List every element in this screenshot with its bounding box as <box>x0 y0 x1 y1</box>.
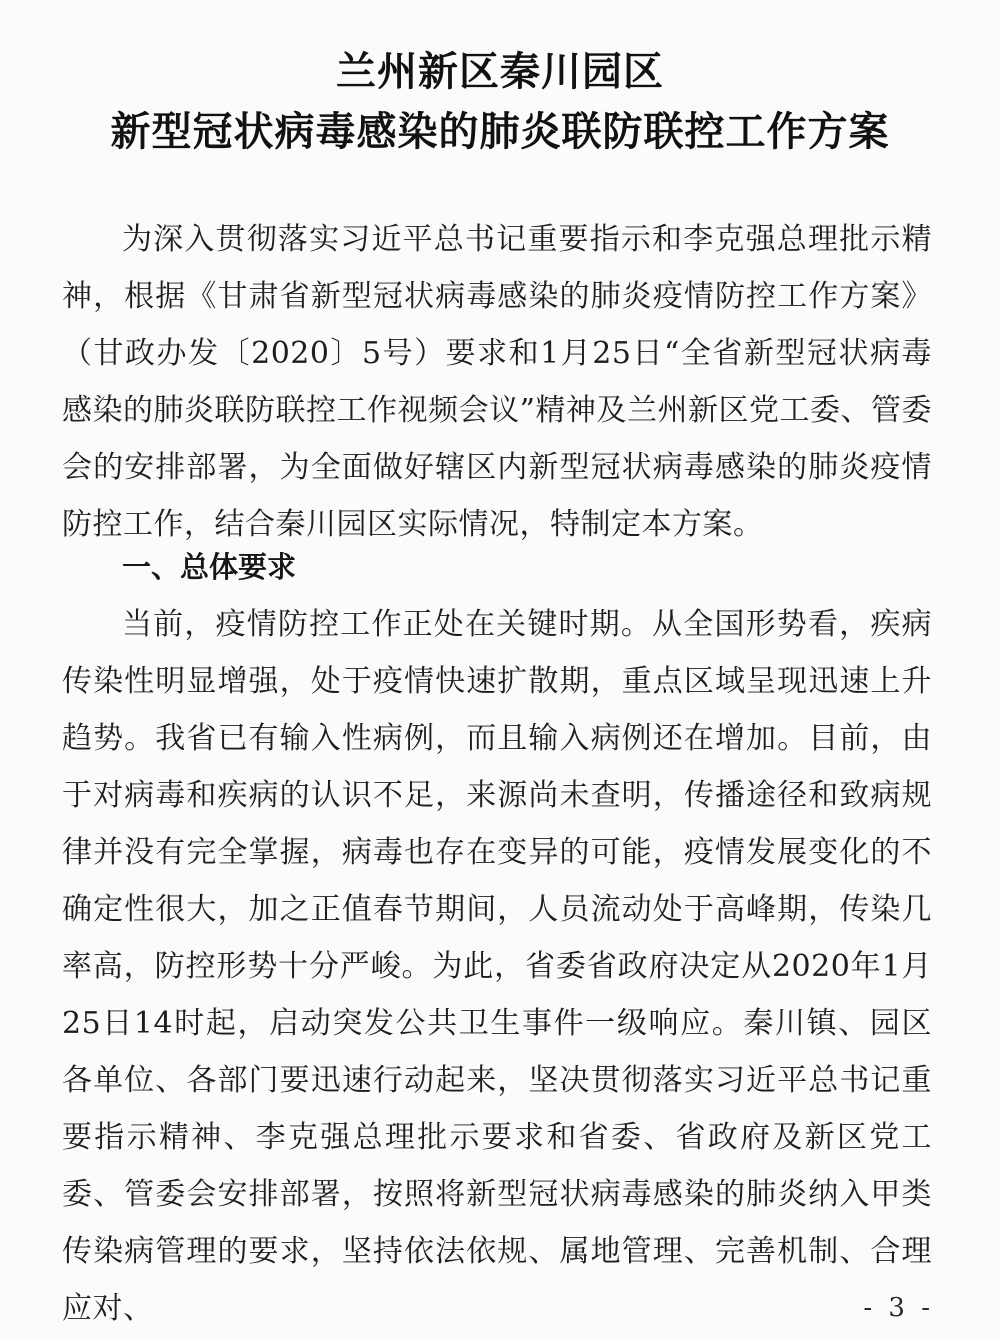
section-heading-general-requirements: 一、总体要求 <box>122 550 297 584</box>
intro-paragraph: 为深入贯彻落实习近平总书记重要指示和李克强总理批示精神，根据《甘肃省新型冠状病毒感染的肺炎疫情防控工作方案》（甘政办发〔2020〕5号）要求和1月25日“全省新型冠状病毒感染的肺炎联防联控工作视频会议”精神及兰州新区党工委、管委会的安排部署，为全面做好辖区内新型冠状病毒感染的肺炎疫情防控工作，结合秦川园区实际情况，特制定本方案。 <box>62 222 932 542</box>
document-title-line-2: 新型冠状病毒感染的肺炎联防联控工作方案 <box>110 109 890 155</box>
document-title-line-1: 兰州新区秦川园区 <box>336 49 664 95</box>
page-number: - 3 - <box>863 1293 934 1323</box>
general-requirements-paragraph: 当前，疫情防控工作正处在关键时期。从全国形势看，疾病传染性明显增强，处于疫情快速扩散期，重点区域呈现迅速上升趋势。我省已有输入性病例，而且输入病例还在增加。目前，由于对病毒和疾病的认识不足，来源尚未查明，传播途径和致病规律并没有完全掌握，病毒也存在变异的可能，疫情发展变化的不确定性很大，加之正值春节期间，人员流动处于高峰期，传染几率高，防控形势十分严峻。为此，省委省政府决定从2020年1月25日14时起，启动突发公共卫生事件一级响应。秦川镇、园区各单位、各部门要迅速行动起来，坚决贯彻落实习近平总书记重要指示精神、李克强总理批示要求和省委、省政府及新区党工委、管委会安排部署，按照将新型冠状病毒感染的肺炎纳入甲类传染病管理的要求，坚持依法依规、属地管理、完善机制、合理应对、 <box>62 607 932 1326</box>
